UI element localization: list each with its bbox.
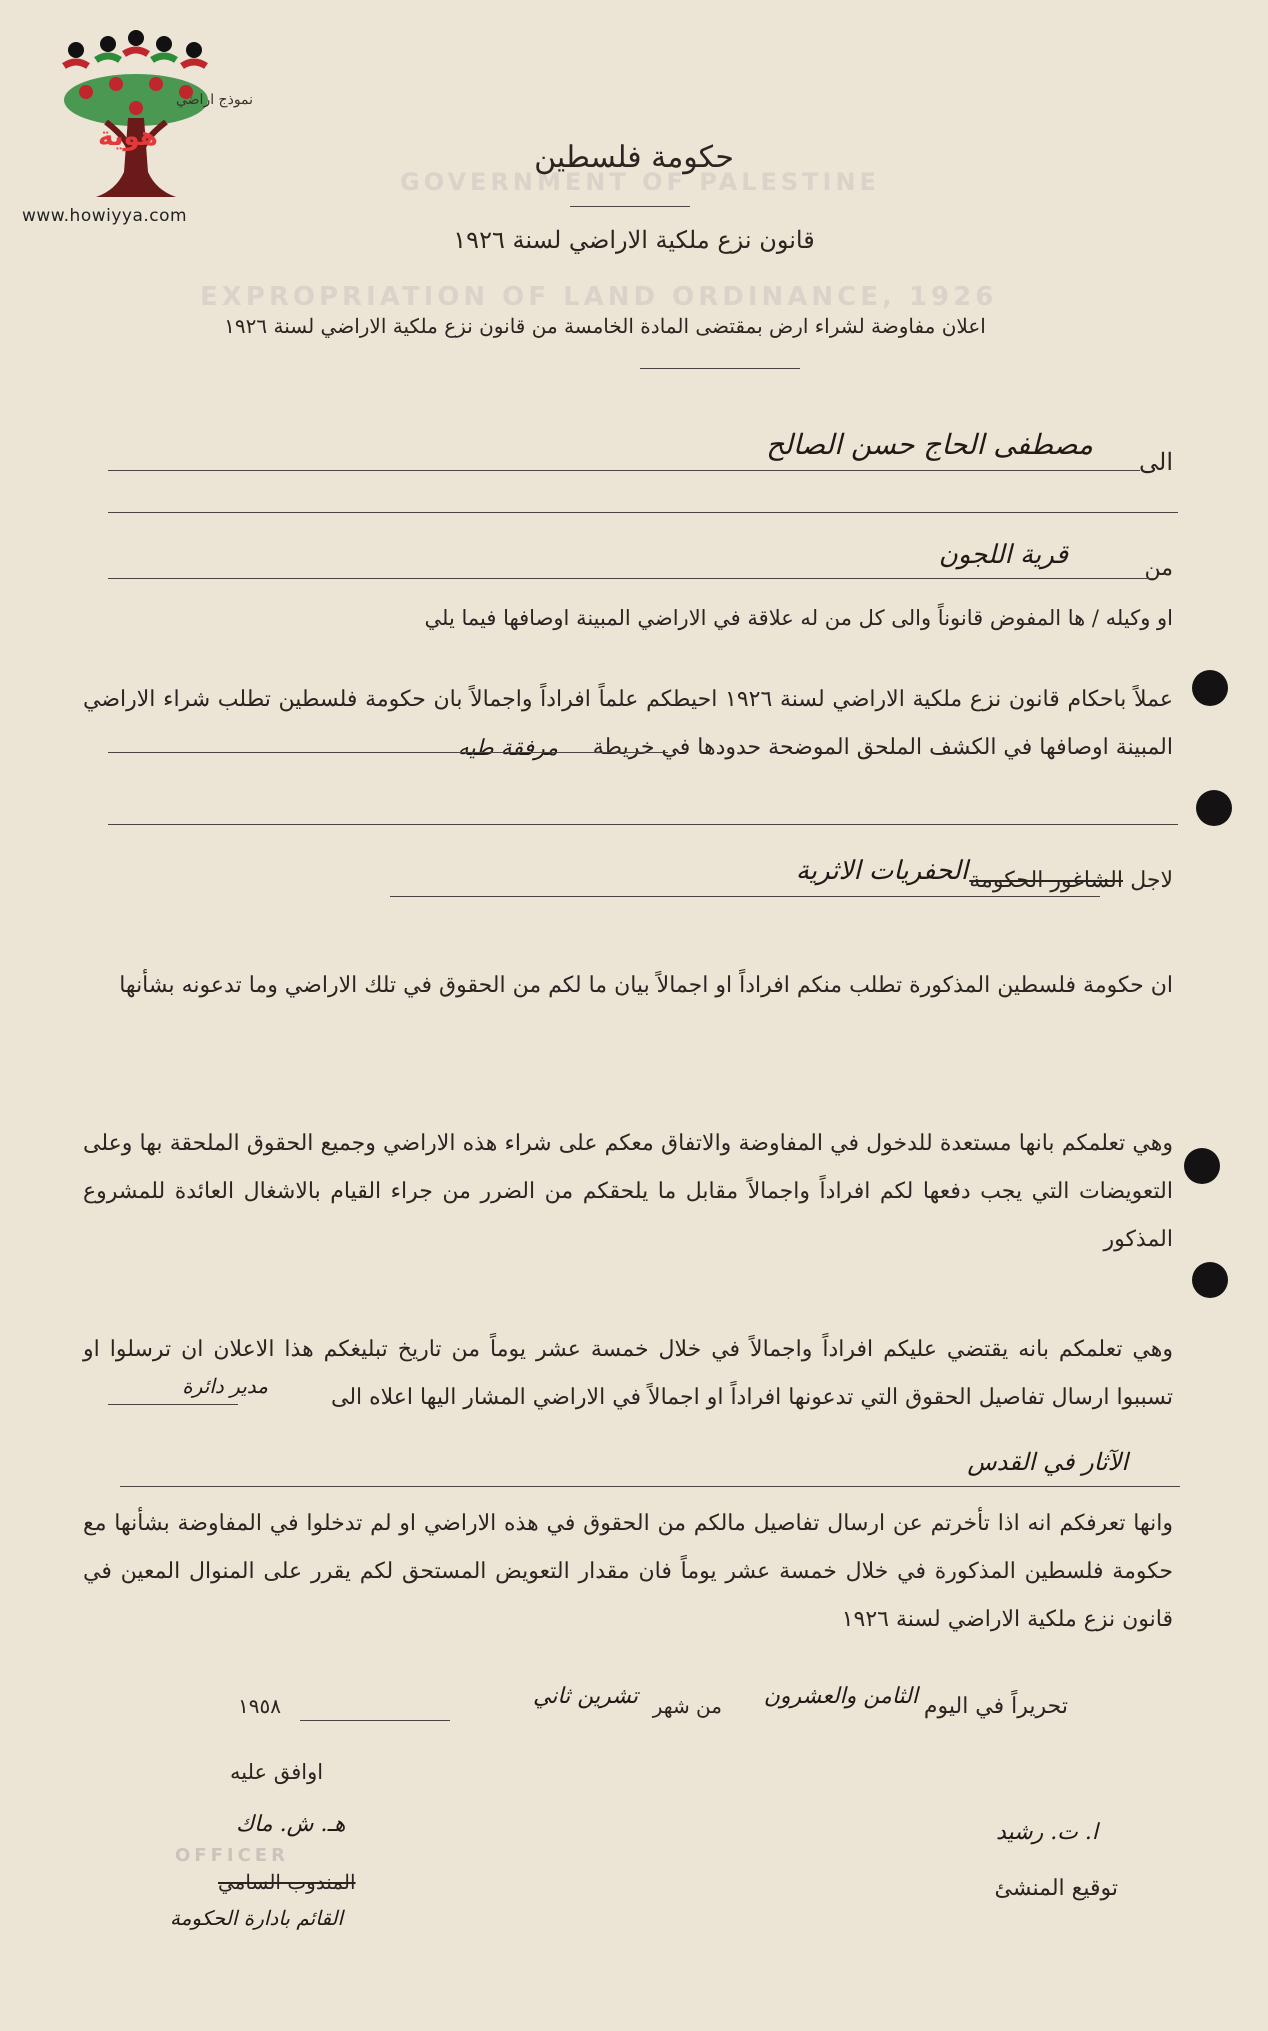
paragraph-5: وانها تعرفكم انه اذا تأخرتم عن ارسال تفاصيل مالكم من الحقوق في هذه الاراضي او لم تدخلوا في المفاوضة بشأنها مع حكومة فلسطين المذكورة في خلال خمسة عشر يوماً فان مقدار التعويض المستحق لكم يقرر على المنوال المعين في قانون نزع ملكية الاراضي لسنة ١٩٢٦	[83, 1511, 1173, 1632]
punch-hole-1	[1192, 670, 1228, 706]
from-label: من	[1144, 556, 1173, 581]
paragraph-4-handwriting-2: الآثار في القدس	[967, 1448, 1128, 1476]
page-title: حكومة فلسطين	[534, 140, 734, 175]
destination-line	[108, 1404, 238, 1405]
law-title: قانون نزع ملكية الاراضي لسنة ١٩٢٦	[453, 226, 815, 254]
punch-hole-4	[1192, 1262, 1228, 1298]
blank-line	[108, 824, 1178, 825]
from-line	[108, 578, 1153, 579]
logo-wordmark: هوية	[98, 122, 158, 152]
ghost-english-1: GOVERNMENT OF PALESTINE	[400, 168, 880, 196]
purpose-handwriting: الحفريات الاثرية	[795, 856, 968, 886]
dating-month: تشرين ثاني	[532, 1684, 638, 1709]
punch-hole-3	[1184, 1148, 1220, 1184]
paragraph-4: وهي تعلمكم بانه يقتضي عليكم افراداً واجمالاً في خلال خمسة عشر يوماً من تاريخ تبليغكم هذا الاعلان ان ترسلوا او تسببوا ارسال تفاصيل الحقوق التي تدعونها افراداً او اجمالاً في الاراضي المشار اليها اعلاه الى	[83, 1337, 1173, 1410]
approve-label: اوافق عليه	[230, 1760, 324, 1784]
paragraph-1: عملاً باحكام قانون نزع ملكية الاراضي لسنة ١٩٢٦ احيطكم علماً افراداً واجمالاً بان حكومة فلسطين تطلب شراء الاراضي المبينة اوصافها في الكشف الملحق الموضحة حدودها في خريطة	[83, 687, 1174, 760]
paragraph-4-handwriting: مدير دائرة	[182, 1374, 268, 1398]
purpose-struck: الشاغور الحكومة	[969, 868, 1123, 893]
paragraph-2: ان حكومة فلسطين المذكورة تطلب منكم افراداً او اجمالاً بيان ما لكم من الحقوق في تلك الاراضي وما تدعونه بشأنها	[119, 973, 1173, 998]
approver-title-handwriting: القائم بادارة الحكومة	[170, 1906, 344, 1930]
form-label: نموذج اراضي	[176, 92, 254, 108]
title-underline	[570, 206, 690, 207]
dating-prefix: تحريراً في اليوم	[923, 1694, 1068, 1719]
paragraph-3: وهي تعلمكم بانها مستعدة للدخول في المفاوضة والاتفاق معكم على شراء هذه الاراضي وجميع الحقوق الملحقة بها وعلى التعويضات التي يجب دفعها لكم افراداً واجمالاً مقابل ما يلحقكم من الضرر من جراء القيام بالاشغال العائدة للمشروع المذكور	[83, 1131, 1173, 1252]
to-value: مصطفى الحاج حسن الصالح	[766, 428, 1093, 461]
notice-heading: اعلان مفاوضة لشراء ارض بمقتضى المادة الخامسة من قانون نزع ملكية الاراضي لسنة ١٩٢٦	[224, 314, 986, 338]
to-label: الى	[1139, 448, 1173, 476]
purpose-line	[390, 896, 1100, 897]
purpose-label: لاجل	[1130, 868, 1173, 893]
paragraph-1-handwriting: مرفقة طيه	[457, 736, 558, 761]
notice-underline	[640, 368, 800, 369]
date-line	[300, 1720, 450, 1721]
site-url[interactable]: www.howiyya.com	[22, 206, 188, 226]
dating-year: ١٩٥٨	[238, 1694, 281, 1718]
map-line	[108, 752, 668, 753]
howiyya-logo	[36, 22, 226, 232]
destination-line-2	[120, 1486, 1180, 1487]
stamp-ghost: OFFICER	[175, 1845, 289, 1866]
approver-signature: هـ. ش. ماك	[236, 1812, 346, 1837]
dating-day: الثامن والعشرون	[763, 1684, 918, 1709]
approver-title: المندوب السامي	[218, 1870, 356, 1894]
ghost-english-2: EXPROPRIATION OF LAND ORDINANCE, 1926	[200, 282, 998, 312]
initiator-signature: ا. ت. رشيد	[995, 1820, 1098, 1845]
punch-hole-2	[1196, 790, 1232, 826]
to-line-1	[108, 470, 1140, 471]
agent-line: او وكيله / ها المفوض قانوناً والى كل من له علاقة في الاراضي المبينة اوصافها فيما يلي	[424, 606, 1173, 630]
dating-month-label: من شهر	[652, 1694, 722, 1718]
initiator-label: توقيع المنشئ	[994, 1876, 1118, 1901]
to-line-2	[108, 512, 1178, 513]
from-value: قرية اللجون	[938, 540, 1068, 570]
